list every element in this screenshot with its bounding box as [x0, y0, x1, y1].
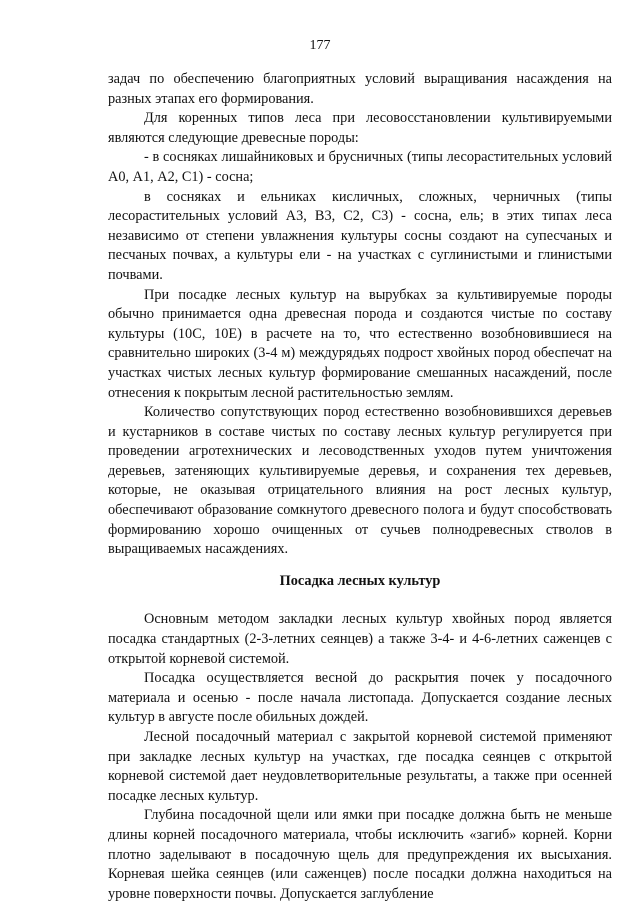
- paragraph-pine-lichen: - в сосняках лишайниковых и брусничных (типы лесорастительных условий А0, А1, А2, С1) - сосна;: [108, 149, 612, 185]
- paragraph-closed-root: Лесной посадочный материал с закрытой корневой системой применяют при закладке лесных культур на участках, где посадка сеянцев с открытой корневой системой дает неудовлетворительные результаты, а также при осенней посадке лесных культур.: [108, 729, 612, 804]
- heading-spacer: [108, 591, 612, 610]
- paragraph-pine-spruce-oxalis: в сосняках и ельниках кисличных, сложных, черничных (типы лесорастительных условий А3, В3, С2, С3) - сосна, ель; в этих типах леса независимо от степени увлажнения культуры сосны создают на супесчаных и песчаных почвах, а культуры ели - на участках с суглинистыми и глинистыми почвами.: [108, 188, 612, 283]
- section-heading: Посадка лесных культур: [279, 572, 441, 589]
- paragraph-planting-depth: Глубина посадочной щели или ямки при посадке должна быть не меньше длины корней посадочного материала, чтобы исключить «загиб» корней. Корни плотно заделывают в посадочную щель для предупреждения их высыхания. Корневая шейка сеянцев (или саженцев) после посадки должна находиться на уровне поверхности почвы. Допускается заглубление: [108, 807, 612, 902]
- paragraph-planting-season: Посадка осуществляется весной до раскрытия почек у посадочного материала и осенью - после начала листопада. Допускается создание лесных культур в августе после обильных дождей.: [108, 670, 612, 726]
- paragraph-main-method: Основным методом закладки лесных культур хвойных пород является посадка стандартных (2-3-летних сеянцев) а также 3-4- и 4-6-летних саженцев с открытой корневой системой.: [108, 611, 612, 667]
- paragraph-continuation: задач по обеспечению благоприятных условий выращивания насаждения на разных этапах его формирования.: [108, 71, 612, 107]
- page-number: 177: [309, 38, 331, 53]
- paragraph-planting-clearings: При посадке лесных культур на вырубках за культивируемые породы обычно принимается одна древесная порода и создаются чистые по составу культуры (10С, 10Е) в расчете на то, что естественно возобновившиеся на сравнительно широких (3-4 м) междурядьях подрост хвойных пород обеспечат на участках чистых лесных культур формирование смешанных насаждений, после отнесения к покрытым лесной растительностью землям.: [108, 286, 612, 401]
- paragraph-species-intro: Для коренных типов леса при лесовосстановлении культивируемыми являются следующие древесные породы:: [108, 110, 612, 146]
- page-body: [108, 70, 612, 904]
- paragraph-companion-species: Количество сопутствующих пород естественно возобновившихся деревьев и кустарников в составе чистых по составу лесных культур регулируется при проведении агротехнических и лесоводственных уходов путем уничтожения деревьев, затеняющих культивируемые деревья, и сохранения тех деревьев, которые, не оказывая отрицательного влияния на рост лесных культур, обеспечивают образование сомкнутого древесного полога и будут способствовать формированию хорошо очищенных от сучьев полнодревесных стволов в выращиваемых насаждениях.: [108, 404, 612, 558]
